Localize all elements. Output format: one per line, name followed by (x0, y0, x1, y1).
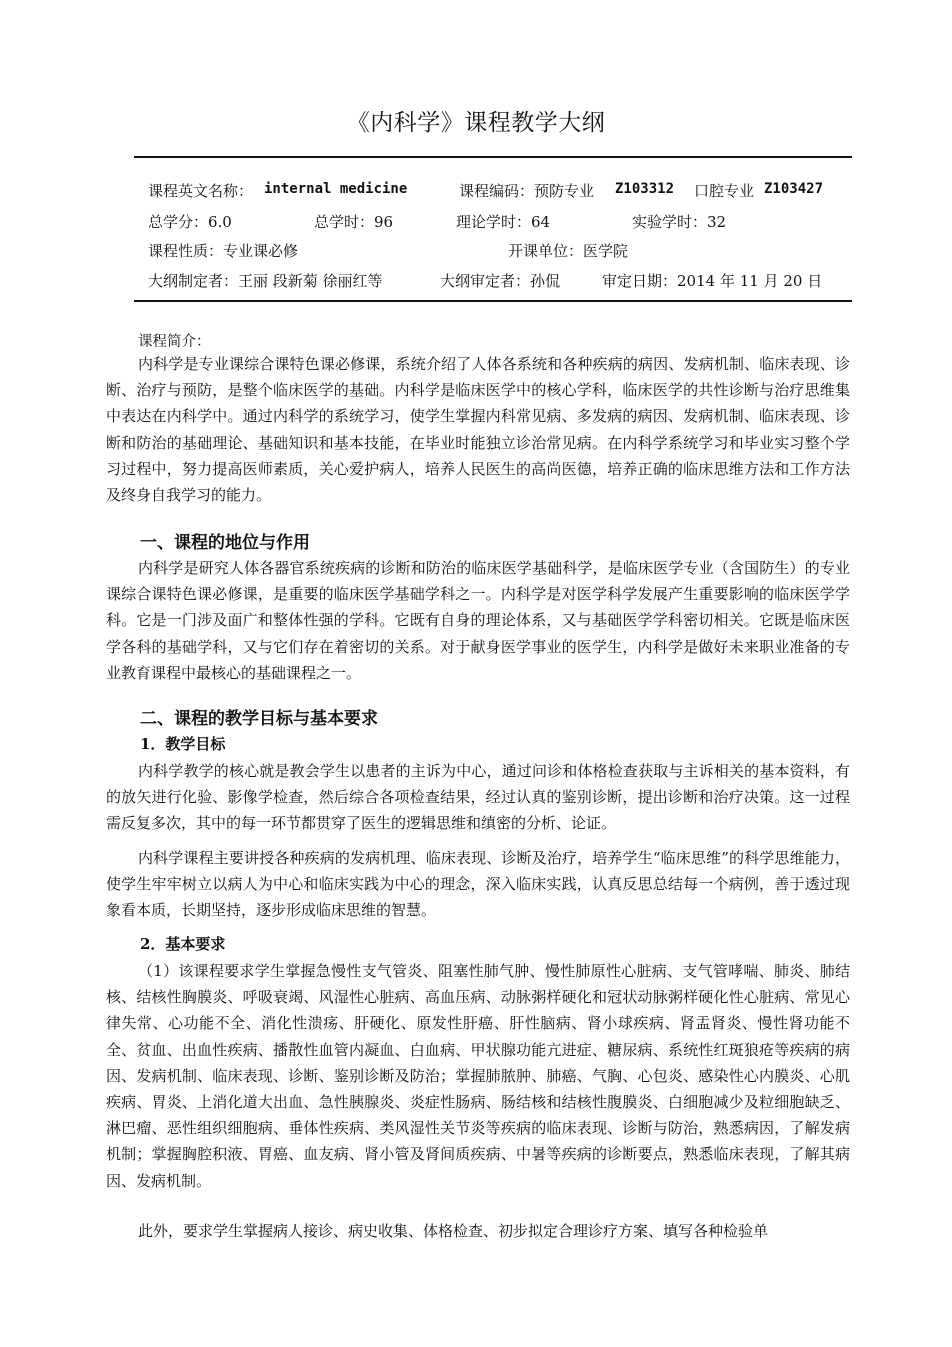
course-code-prevention: Z103312 (615, 181, 675, 197)
intro-heading: 课程简介： (138, 334, 211, 350)
basic-requirements-heading: 2．基本要求 (140, 935, 226, 953)
syllabus-reviewer: 大纲审定者：孙侃 (440, 272, 561, 290)
english-name-label: 课程英文名称： (148, 182, 254, 200)
course-code-oral: Z103427 (764, 181, 824, 197)
bottom-rule (134, 300, 852, 302)
teaching-goals-paragraph-2: 内科学课程主要讲授各种疾病的发病机理、临床表现、诊断及治疗，培养学生“临床思维”的科学思维能力，使学生牢牢树立以病人为中心和临床实践为中心的理念，深入临床实践，认真反思总结每一个病例，善于透过现象看本质，长期坚持，逐步形成临床思维的智慧。 (106, 849, 850, 920)
basic-requirements-paragraph-1: （1）该课程要求学生掌握急慢性支气管炎、阻塞性肺气肿、慢性肺原性心脏病、支气管哮喘、肺炎、肺结核、结核性胸膜炎、呼吸衰竭、风湿性心脏病、高血压病、动脉粥样硬化和冠状动脉粥样硬化性心脏病、常见心律失常、心功能不全、消化性溃疡、肝硬化、原发性肝癌、肝性脑病、肾小球疾病、肾盂肾炎、慢性肾功能不全、贫血、出血性疾病、播散性血管内凝血、白血病、甲状腺功能亢进症、糖尿病、系统性红斑狼疮等疾病的病因、发病机制、临床表现、诊断、鉴别诊断及防治；掌握肺脓肿、肺癌、气胸、心包炎、感染性心内膜炎、心肌疾病、胃炎、上消化道大出血、急性胰腺炎、炎症性肠病、肠结核和结核性腹膜炎、白细胞减少及粒细胞缺乏、淋巴瘤、恶性组织细胞病、垂体性疾病、类风湿性关节炎等疾病的临床表现、诊断与防治，熟悉病因，了解发病机制；掌握胸腔积液、胃癌、血友病、肾小管及肾间质疾病、中暑等疾病的诊断要点，熟悉临床表现，了解其病因、发病机制。 (106, 962, 850, 1190)
total-credits: 总学分：6.0 (148, 213, 232, 231)
lab-hours: 实验学时：32 (632, 213, 727, 231)
basic-requirements-paragraph-2: 此外，要求学生掌握病人接诊、病史收集、体格检查、初步拟定合理诊疗方案、填写各种检验单 (138, 1222, 769, 1240)
document-title: 《内科学》课程教学大纲 (346, 110, 606, 136)
theory-hours: 理论学时：64 (456, 213, 551, 231)
section-1-heading: 一、课程的地位与作用 (140, 533, 310, 553)
syllabus-authors: 大纲制定者：王丽 段新菊 徐丽红等 (148, 272, 383, 290)
intro-paragraph: 内科学是专业课综合课特色课必修课，系统介绍了人体各系统和各种疾病的病因、发病机制、临床表现、诊断、治疗与预防，是整个临床医学的基础。内科学是临床医学中的核心学科，临床医学的共性诊断与治疗思维集中表达在内科学中。通过内科学的系统学习，使学生掌握内科常见病、多发病的病因、发病机制、临床表现、诊断和防治的基础理论、基础知识和基本技能，在毕业时能独立诊治常见病。在内科学系统学习和毕业实习整个学习过程中，努力提高医师素质，关心爱护病人，培养人民医生的高尚医德，培养正确的临床思维方法和工作方法及终身自我学习的能力。 (106, 355, 850, 505)
english-name-value: internal medicine (264, 181, 408, 197)
total-hours: 总学时：96 (314, 213, 394, 231)
review-date: 审定日期：2014 年 11 月 20 日 (602, 272, 823, 290)
section-1-paragraph: 内科学是研究人体各器官系统疾病的诊断和防治的临床医学基础科学，是临床医学专业（含国防生）的专业课综合课特色课必修课，是重要的临床医学基础学科之一。内科学是对医学科学发展产生重要影响的临床医学学科。它是一门涉及面广和整体性强的学科。它既有自身的理论体系，又与基础医学学科密切相关。它既是临床医学各科的基础学科，又与它们存在着密切的关系。对于献身医学事业的医学生，内科学是做好未来职业准备的专业教育课程中最核心的基础课程之一。 (106, 559, 850, 682)
teaching-goals-heading: 1．教学目标 (140, 735, 226, 753)
course-code-oral-label: 口腔专业 (694, 182, 755, 200)
offering-department: 开课单位：医学院 (508, 242, 629, 260)
teaching-goals-paragraph-1: 内科学教学的核心就是教会学生以患者的主诉为中心，通过问诊和体格检查获取与主诉相关的基本资料，有的放矢进行化验、影像学检查，然后综合各项检查结果，经过认真的鉴别诊断，提出诊断和治疗决策。这一过程需反复多次，其中的每一环节都贯穿了医生的逻辑思维和缜密的分析、论证。 (106, 762, 850, 833)
section-2-heading: 二、课程的教学目标与基本要求 (140, 709, 378, 729)
course-nature: 课程性质：专业课必修 (148, 242, 299, 260)
top-rule (134, 156, 852, 158)
course-code-label: 课程编码：预防专业 (459, 182, 595, 200)
